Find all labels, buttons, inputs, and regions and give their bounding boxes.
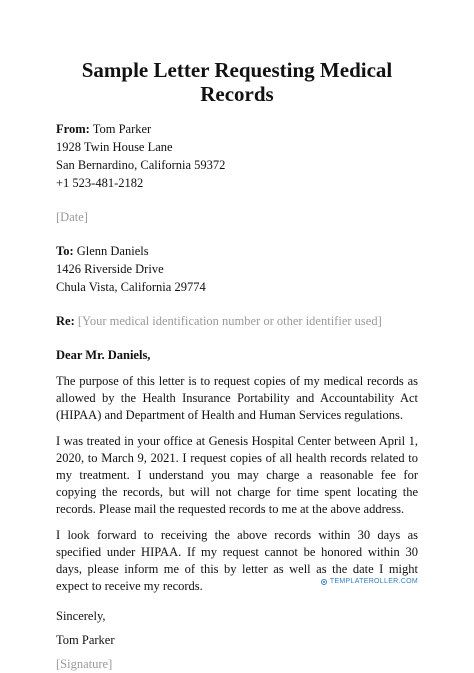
salutation: Dear Mr. Daniels, bbox=[56, 348, 151, 362]
sender-address-line2: San Bernardino, California 59372 bbox=[56, 158, 226, 172]
body-paragraph-1: The purpose of this letter is to request copies of my medical records as allowed by the Health Insurance Portability and Accountability Act (HIPAA) and Department of Health and Human Services regulations. bbox=[56, 374, 418, 422]
recipient-address-line2: Chula Vista, California 29774 bbox=[56, 280, 206, 294]
body-paragraph-3: I look forward to receiving the above records within 30 days as specified under HIPAA. If my request cannot be honored within 30 days, please inform me of this by letter as well as the date I might expect to receive my records. bbox=[56, 528, 418, 593]
recipient-name: Glenn Daniels bbox=[76, 244, 149, 258]
from-label: From: bbox=[56, 122, 90, 136]
date-placeholder: [Date] bbox=[56, 210, 88, 224]
footer-brand-text: TEMPLATEROLLER.COM bbox=[329, 578, 418, 585]
to-label: To: bbox=[56, 244, 74, 258]
templateroller-logo-icon bbox=[321, 579, 327, 585]
reference-placeholder: [Your medical identification number or other identifier used] bbox=[77, 314, 382, 328]
re-label: Re: bbox=[56, 314, 75, 328]
sender-name-line bbox=[56, 120, 418, 138]
recipient-block bbox=[56, 242, 418, 296]
sender-name: Tom Parker bbox=[92, 122, 152, 136]
reference-line bbox=[56, 312, 418, 330]
recipient-address-line1: 1426 Riverside Drive bbox=[56, 262, 164, 276]
body-paragraph-2: I was treated in your office at Genesis Hospital Center between April 1, 2020, to March 9, 2021. I request copies of all health records related to my treatment. I understand you may charge a reasonable fee for copying the records, but will not charge for time spent locating the records. Please mail the requested records to me at the above address. bbox=[56, 434, 418, 516]
footer-brand[interactable] bbox=[321, 578, 418, 585]
sender-block bbox=[56, 120, 418, 192]
signer-name: Tom Parker bbox=[56, 633, 115, 647]
document-title: Sample Letter Requesting Medical Records bbox=[81, 58, 393, 106]
signature-placeholder: [Signature] bbox=[56, 657, 113, 671]
sender-phone: +1 523-481-2182 bbox=[56, 176, 144, 190]
sender-address-line1: 1928 Twin House Lane bbox=[56, 140, 173, 154]
closing: Sincerely, bbox=[56, 609, 106, 623]
recipient-name-line bbox=[56, 242, 418, 260]
